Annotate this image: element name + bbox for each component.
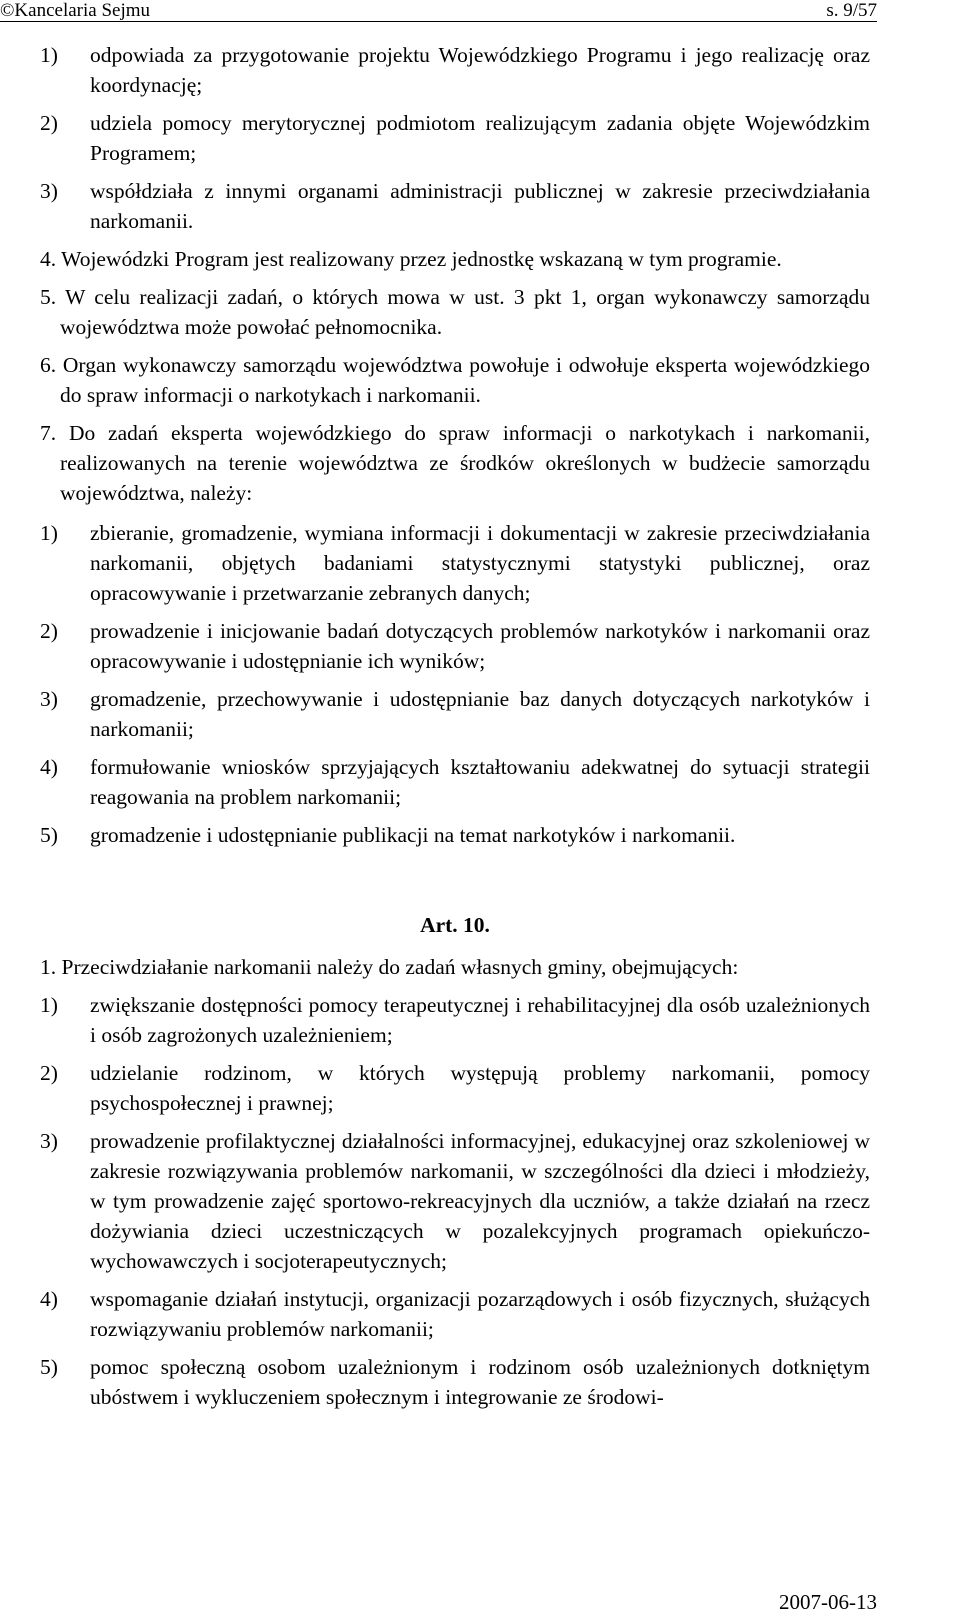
list-item-number: 1) xyxy=(40,993,58,1017)
list-item-text: prowadzenie i inicjowanie badań dotyczących problemów narkotyków i narkomanii oraz opracowywanie i udostępnianie ich wyników; xyxy=(90,619,870,673)
list-section-c xyxy=(40,990,870,1412)
list-item-text: udzielanie rodzinom, w których występują problemy narkomanii, pomocy psychospołecznej i prawnej; xyxy=(90,1061,870,1115)
list-item-text: prowadzenie profilaktycznej działalności informacyjnej, edukacyjnej oraz szkoleniowej w zakresie rozwiązywania problemów narkomanii, w szczególności dla dzieci i młodzieży, w tym prowadzenie zajęć sportowo-rekreacyjnych dla uczniów, a także działań na rzecz dożywiania dzieci uczestniczących w pozalekcyjnych programach opiekuńczo-wychowawczych i socjoterapeutycznych; xyxy=(90,1129,870,1273)
list-item xyxy=(40,1058,870,1118)
paragraph-text: W celu realizacji zadań, o których mowa w ust. 3 pkt 1, organ wykonawczy samorządu województwa może powołać pełnomocnika. xyxy=(60,285,870,339)
document-date: 2007-06-13 xyxy=(779,1590,877,1614)
list-item-number: 3) xyxy=(40,687,58,711)
list-item xyxy=(40,518,870,608)
list-item xyxy=(40,108,870,168)
list-item xyxy=(40,40,870,100)
list-item xyxy=(40,990,870,1050)
list-section-a xyxy=(40,40,870,236)
paragraph-number: 1. xyxy=(40,955,57,979)
list-item-text: gromadzenie, przechowywanie i udostępnianie baz danych dotyczących narkotyków i narkomanii; xyxy=(90,687,870,741)
paragraph xyxy=(40,418,870,508)
list-item-number: 3) xyxy=(40,1129,58,1153)
list-item-number: 2) xyxy=(40,1061,58,1085)
list-item-text: gromadzenie i udostępnianie publikacji na temat narkotyków i narkomanii. xyxy=(90,823,736,847)
list-item-text: wspomaganie działań instytucji, organizacji pozarządowych i osób fizycznych, służących rozwiązywaniu problemów narkomanii; xyxy=(90,1287,870,1341)
paragraph-text: Wojewódzki Program jest realizowany przez jednostkę wskazaną w tym programie. xyxy=(61,247,782,271)
list-item-number: 1) xyxy=(40,43,58,67)
list-item-number: 3) xyxy=(40,179,58,203)
list-item-number: 2) xyxy=(40,111,58,135)
list-item-text: zbieranie, gromadzenie, wymiana informacji i dokumentacji w zakresie przeciwdziałania narkomanii, objętych badaniami statystycznymi statystyki publicznej, oraz opracowywanie i przetwarzanie zebranych danych; xyxy=(90,521,870,605)
paragraph-number: 4. xyxy=(40,247,57,271)
article-title: Art. 10. xyxy=(420,913,490,937)
paragraph-number: 6. xyxy=(40,353,57,377)
list-item-number: 4) xyxy=(40,755,58,779)
paragraph-number: 5. xyxy=(40,285,57,309)
list-item-number: 1) xyxy=(40,521,58,545)
list-item-number: 4) xyxy=(40,1287,58,1311)
list-item-number: 5) xyxy=(40,1355,58,1379)
list-section-b xyxy=(40,518,870,850)
paragraph xyxy=(40,282,870,342)
list-item xyxy=(40,616,870,676)
list-item xyxy=(40,176,870,236)
paragraph-number: 7. xyxy=(40,421,57,445)
list-item xyxy=(40,1126,870,1276)
list-item xyxy=(40,1352,870,1412)
list-item-text: zwiększanie dostępności pomocy terapeutycznej i rehabilitacyjnej dla osób uzależnionych i osób zagrożonych uzależnieniem; xyxy=(90,993,870,1047)
document-body xyxy=(40,40,870,1420)
paragraph-text: Przeciwdziałanie narkomanii należy do zadań własnych gminy, obejmujących: xyxy=(61,955,739,979)
list-item-text: pomoc społeczną osobom uzależnionym i rodzinom osób uzależnionych dotkniętym ubóstwem i wykluczeniem społecznym i integrowanie ze środowi- xyxy=(90,1355,870,1409)
paragraph-text: Do zadań eksperta wojewódzkiego do spraw informacji o narkotykach i narkomanii, realizowanych na terenie województwa ze środków określonych w budżecie samorządu województwa, należy: xyxy=(60,421,870,505)
list-item-text: formułowanie wniosków sprzyjających kształtowaniu adekwatnej do sytuacji strategii reagowania na problem narkomanii; xyxy=(90,755,870,809)
list-item-number: 5) xyxy=(40,823,58,847)
header-divider xyxy=(0,21,877,22)
header-source: ©Kancelaria Sejmu xyxy=(0,0,151,21)
list-item xyxy=(40,820,870,850)
list-item-number: 2) xyxy=(40,619,58,643)
list-item-text: odpowiada za przygotowanie projektu Wojewódzkiego Programu i jego realizację oraz koordynację; xyxy=(90,43,870,97)
article-intro xyxy=(40,952,870,982)
paragraph xyxy=(40,244,870,274)
list-item-text: udziela pomocy merytorycznej podmiotom realizującym zadania objęte Wojewódzkim Programem; xyxy=(90,111,870,165)
page-number: s. 9/57 xyxy=(826,0,877,21)
list-item xyxy=(40,752,870,812)
list-item xyxy=(40,684,870,744)
paragraph xyxy=(40,350,870,410)
list-item-text: współdziała z innymi organami administracji publicznej w zakresie przeciwdziałania narkomanii. xyxy=(90,179,870,233)
paragraph-text: Organ wykonawczy samorządu województwa powołuje i odwołuje eksperta wojewódzkiego do spraw informacji o narkotykach i narkomanii. xyxy=(60,353,870,407)
list-item xyxy=(40,1284,870,1344)
